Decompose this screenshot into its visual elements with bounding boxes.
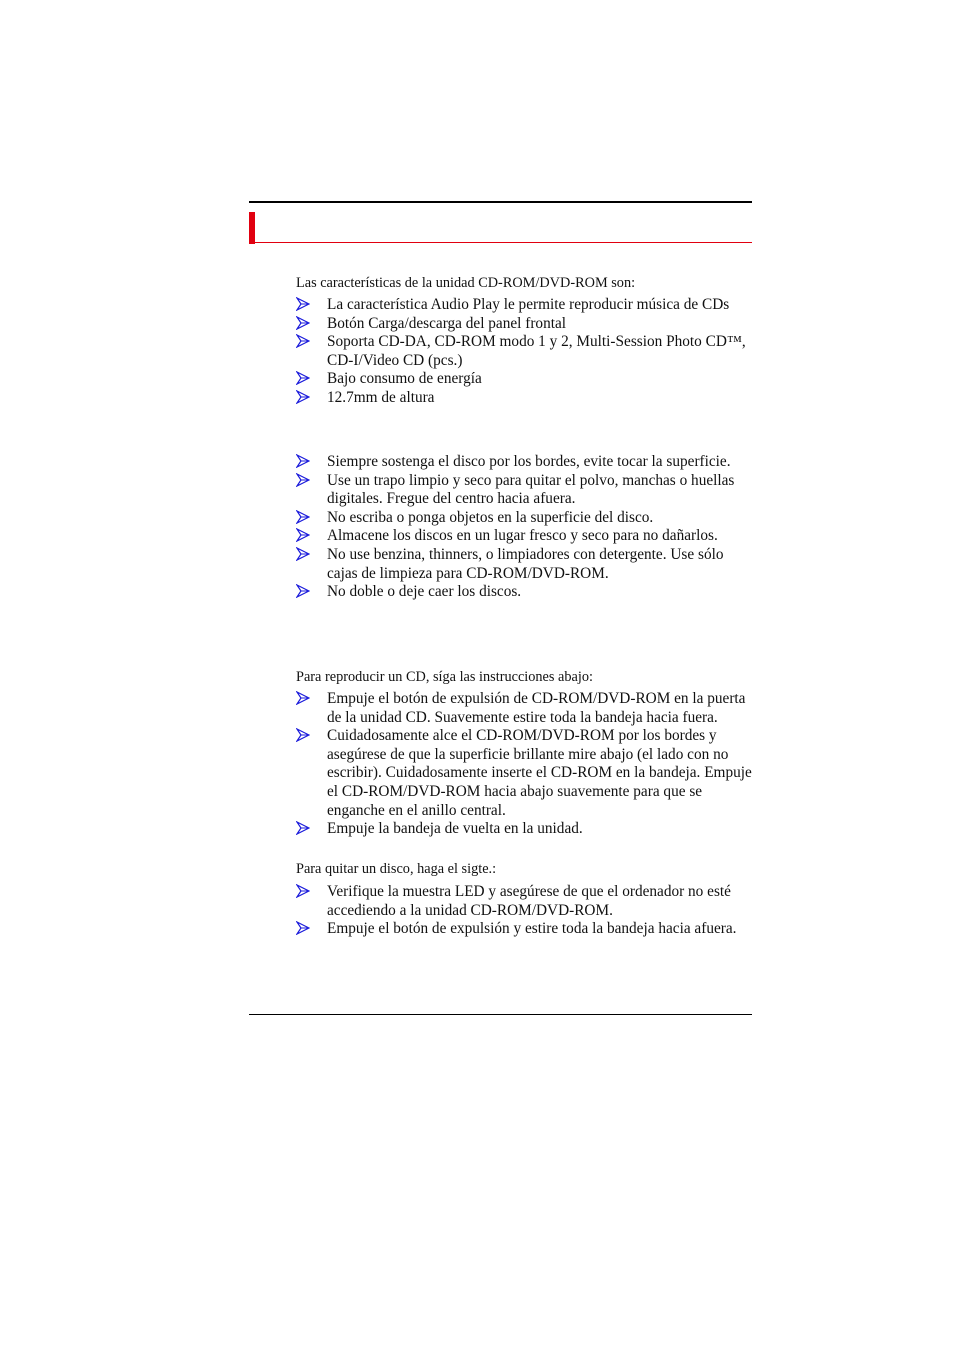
arrow-bullet-icon: [296, 584, 310, 598]
bottom-rule: [249, 1014, 752, 1015]
list-item: [296, 509, 752, 528]
remove-disc-steps: [296, 883, 752, 939]
arrow-bullet-icon: [296, 921, 310, 935]
header-underline: [249, 242, 752, 243]
section-header-bar: [249, 212, 752, 244]
list-item-text: Empuje la bandeja de vuelta en la unidad.: [327, 820, 583, 838]
list-item: [296, 315, 752, 334]
list-item-text: 12.7mm de altura: [327, 388, 435, 406]
list-item: [296, 883, 752, 920]
arrow-bullet-icon: [296, 528, 310, 542]
arrow-bullet-icon: [296, 454, 310, 468]
list-item: [296, 920, 752, 939]
play-cd-steps: [296, 690, 752, 839]
list-item: [296, 690, 752, 727]
arrow-bullet-icon: [296, 371, 310, 385]
arrow-bullet-icon: [296, 473, 310, 487]
arrow-bullet-icon: [296, 691, 310, 705]
list-item-text: Cuidadosamente alce el CD-ROM/DVD-ROM por los bordes y asegúrese de que la superficie brillante mire abajo (el lado con no escribir). Cuidadosamente inserte el CD-ROM en la bandeja. Empuje el CD-ROM/DVD-ROM hacia abajo suavemente para que se enganche en el anillo central.: [327, 727, 752, 819]
play-cd-intro: Para reproducir un CD, síga las instrucciones abajo:: [296, 669, 593, 685]
list-item-text: Verifique la muestra LED y asegúrese de que el ordenador no esté accediendo a la unidad CD-ROM/DVD-ROM.: [327, 883, 731, 919]
remove-disc-intro: Para quitar un disco, haga el sigte.:: [296, 861, 497, 877]
list-item-text: Almacene los discos en un lugar fresco y seco para no dañarlos.: [327, 527, 718, 545]
arrow-bullet-icon: [296, 297, 310, 311]
list-item-text: Empuje el botón de expulsión de CD-ROM/DVD-ROM en la puerta de la unidad CD. Suavemente estire toda la bandeja hacia fuera.: [327, 690, 746, 726]
list-item: [296, 583, 752, 602]
list-item-text: Soporta CD-DA, CD-ROM modo 1 y 2, Multi-Session Photo CD™, CD-I/Video CD (pcs.): [327, 333, 746, 369]
list-item: [296, 296, 752, 315]
features-intro: Las características de la unidad CD-ROM/DVD-ROM son:: [296, 275, 636, 291]
arrow-bullet-icon: [296, 390, 310, 404]
list-item-text: No escriba o ponga objetos en la superficie del disco.: [327, 508, 654, 526]
list-item-text: Botón Carga/descarga del panel frontal: [327, 314, 567, 332]
list-item: [296, 472, 752, 509]
features-list: [296, 296, 752, 408]
arrow-bullet-icon: [296, 884, 310, 898]
arrow-bullet-icon: [296, 510, 310, 524]
list-item-text: No use benzina, thinners, o limpiadores con detergente. Use sólo cajas de limpieza para CD-ROM/DVD-ROM.: [327, 545, 724, 582]
list-item: [296, 527, 752, 546]
top-rule: [249, 201, 752, 203]
list-item: [296, 370, 752, 389]
header-accent-mark: [249, 212, 255, 244]
list-item-text: Bajo consumo de energía: [327, 370, 482, 388]
list-item: [296, 727, 752, 820]
list-item-text: Siempre sostenga el disco por los bordes, evite tocar la superficie.: [327, 453, 731, 470]
list-item: [296, 820, 752, 839]
arrow-bullet-icon: [296, 547, 310, 561]
list-item-text: La característica Audio Play le permite reproducir música de CDs: [327, 296, 730, 313]
arrow-bullet-icon: [296, 728, 310, 742]
list-item-text: Empuje el botón de expulsión y estire toda la bandeja hacia afuera.: [327, 920, 737, 938]
list-item: [296, 453, 752, 472]
arrow-bullet-icon: [296, 316, 310, 330]
list-item-text: Use un trapo limpio y seco para quitar el polvo, manchas o huellas digitales. Fregue del centro hacia afuera.: [327, 471, 735, 508]
list-item: [296, 389, 752, 408]
list-item-text: No doble o deje caer los discos.: [327, 583, 522, 601]
list-item: [296, 333, 752, 370]
arrow-bullet-icon: [296, 821, 310, 835]
arrow-bullet-icon: [296, 334, 310, 348]
disc-care-list: [296, 453, 752, 602]
list-item: [296, 546, 752, 583]
